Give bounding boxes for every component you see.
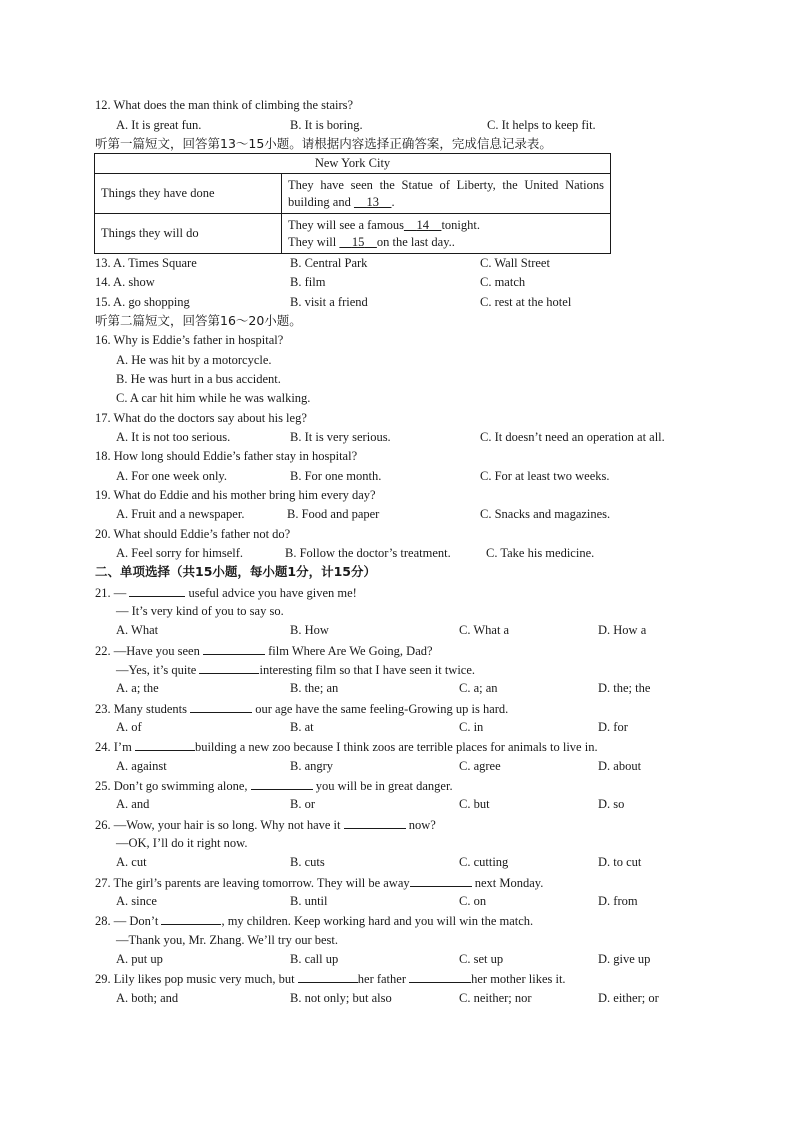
question-26: 26. —Wow, your hair is so long. Why not have it now? [95,818,436,832]
question-23: 23. Many students our age have the same feeling-Growing up is hard. [95,702,509,716]
option-13b: B. Central Park [290,256,368,270]
option-21d: D. How a [598,623,647,637]
question-27: 27. The girl’s parents are leaving tomorrow. They will be away next Monday. [95,876,544,890]
option-23c: C. in [459,720,484,734]
option-25b: B. or [290,797,315,811]
question-25: 25. Don’t go swimming alone, you will be in great danger. [95,779,453,793]
option-25a: A. and [116,797,150,811]
option-20a: A. Feel sorry for himself. [116,546,244,560]
info-record-table [94,153,611,254]
option-26d: D. to cut [598,855,642,869]
option-19a: A. Fruit and a newspaper. [116,507,245,521]
option-22d: D. the; the [598,681,651,695]
option-21a: A. What [116,623,159,637]
question-24: 24. I’m building a new zoo because I think zoos are terrible places for animals to live in. [95,740,598,754]
option-21c: C. What a [459,623,510,637]
blank-22b [199,661,259,674]
option-22c: C. a; an [459,681,498,695]
blank-26 [344,816,406,829]
option-18a: A. For one week only. [116,469,227,483]
option-23d: D. for [598,720,628,734]
row2-line1-b: tonight. [441,217,480,232]
option-29b: B. not only; but also [290,991,392,1005]
option-15b: B. visit a friend [290,295,368,309]
option-27d: D. from [598,894,638,908]
section2-heading: 二、单项选择（共15小题，每小题1分，计15分） [95,564,376,579]
question-21: 21. — useful advice you have given me! [95,586,357,600]
row1-content: They have seen the Statue of Liberty, the United Nations building and 13 . [282,174,611,214]
blank-28 [161,912,221,925]
option-28c: C. set up [459,952,504,966]
blank-13: 13 [366,194,379,209]
passage1-instruction: 听第一篇短文，回答第13～15小题。请根据内容选择正确答案，完成信息记录表。 [95,136,552,151]
row2-line1-a: They will see a famous [288,217,404,232]
option-18c: C. For at least two weeks. [480,469,610,483]
question-22: 22. —Have you seen film Where Are We Going, Dad? [95,644,433,658]
option-26a: A. cut [116,855,147,869]
question-28-response: —Thank you, Mr. Zhang. We’ll try our best. [116,933,338,947]
blank-22a [203,642,265,655]
option-17a: A. It is not too serious. [116,430,231,444]
option-16b: B. He was hurt in a bus accident. [116,372,281,386]
option-12b: B. It is boring. [290,118,363,132]
option-24a: A. against [116,759,167,773]
option-14b: B. film [290,275,326,289]
option-20c: C. Take his medicine. [486,546,595,560]
option-13a: 13. A. Times Square [95,256,197,270]
option-22b: B. the; an [290,681,339,695]
option-13c: C. Wall Street [480,256,550,270]
option-16c: C. A car hit him while he was walking. [116,391,311,405]
question-22-response: —Yes, it’s quite interesting film so that I have seen it twice. [116,663,476,677]
option-23b: B. at [290,720,314,734]
option-29a: A. both; and [116,991,179,1005]
blank-25 [251,777,313,790]
option-24b: B. angry [290,759,334,773]
option-27a: A. since [116,894,157,908]
blank-29a [298,970,358,983]
option-20b: B. Follow the doctor’s treatment. [285,546,451,560]
option-24d: D. about [598,759,642,773]
question-21-response: — It’s very kind of you to say so. [116,604,284,618]
blank-29b [409,970,471,983]
option-27b: B. until [290,894,328,908]
option-24c: C. agree [459,759,501,773]
option-16a: A. He was hit by a motorcycle. [116,353,272,367]
option-14a: 14. A. show [95,275,155,289]
blank-23 [190,700,252,713]
option-23a: A. of [116,720,142,734]
blank-27 [410,874,472,887]
option-25d: D. so [598,797,625,811]
option-19b: B. Food and paper [287,507,380,521]
option-26c: C. cutting [459,855,509,869]
option-28b: B. call up [290,952,339,966]
question-17: 17. What do the doctors say about his leg? [95,411,307,425]
row1-text: They have seen the Statue of Liberty, the United Nations building and [288,177,604,209]
option-18b: B. For one month. [290,469,382,483]
table-title: New York City [95,154,611,174]
option-14c: C. match [480,275,526,289]
option-15c: C. rest at the hotel [480,295,572,309]
passage2-instruction: 听第二篇短文，回答第16～20小题。 [95,313,302,328]
option-29c: C. neither; nor [459,991,532,1005]
option-12c: C. It helps to keep fit. [487,118,596,132]
option-28d: D. give up [598,952,651,966]
question-16: 16. Why is Eddie’s father in hospital? [95,333,284,347]
option-28a: A. put up [116,952,163,966]
option-15a: 15. A. go shopping [95,295,190,309]
option-19c: C. Snacks and magazines. [480,507,611,521]
row1-label: Things they have done [95,174,282,214]
question-19: 19. What do Eddie and his mother bring him every day? [95,488,376,502]
question-28: 28. — Don’t , my children. Keep working hard and you will win the match. [95,914,534,928]
option-21b: B. How [290,623,329,637]
blank-21 [129,584,185,597]
option-22a: A. a; the [116,681,159,695]
blank-14: 14 [416,217,429,232]
blank-24 [135,738,195,751]
question-18: 18. How long should Eddie’s father stay in hospital? [95,449,358,463]
blank-15: 15 [351,234,365,249]
option-17c: C. It doesn’t need an operation at all. [480,430,665,444]
option-27c: C. on [459,894,487,908]
option-29d: D. either; or [598,991,659,1005]
question-29: 29. Lily likes pop music very much, but her father her mother likes it. [95,972,566,986]
option-26b: B. cuts [290,855,325,869]
row2-label: Things they will do [95,214,282,254]
option-25c: C. but [459,797,490,811]
question-12: 12. What does the man think of climbing the stairs? [95,98,354,112]
row2-content [282,214,611,254]
row2-line2-b: on the last day.. [376,234,455,249]
question-20: 20. What should Eddie’s father not do? [95,527,291,541]
option-17b: B. It is very serious. [290,430,391,444]
option-12a: A. It is great fun. [116,118,202,132]
question-26-response: —OK, I’ll do it right now. [116,836,248,850]
row2-line2-a: They will [288,234,337,249]
